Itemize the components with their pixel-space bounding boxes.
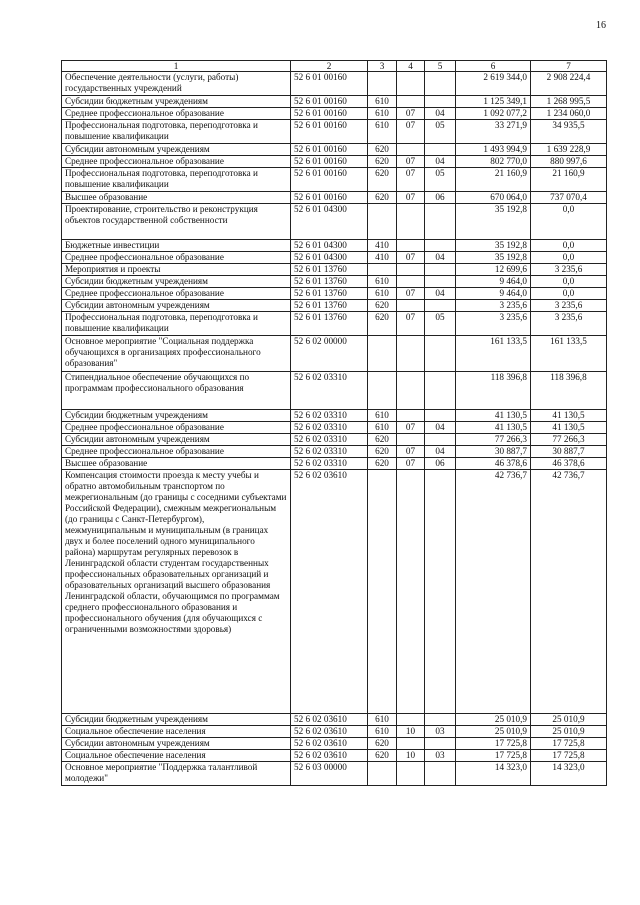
cell-rz: 07	[397, 312, 425, 336]
cell-name: Субсидии бюджетным учреждениям	[62, 276, 291, 288]
table-row	[62, 276, 607, 288]
cell-vr: 610	[368, 288, 397, 300]
cell-value-6: 30 887,7	[456, 446, 531, 458]
cell-pr	[425, 372, 456, 410]
table-row	[62, 458, 607, 470]
page-number: 16	[596, 20, 606, 31]
cell-name: Компенсация стоимости проезда к месту учебы и обратно автомобильным транспортом по межрегиональным (до границы с соседними субъектами Российской Федерации), смежным межрегиональным (до границы с Санкт-Петербургом), межмуниципальным и муниципальным (в границах двух и более поселений одного муниципального района) маршрутам регулярных перевозок в Ленинградской области студентам государственных профессиональных образовательных организаций и образовательных организаций высшего образования Ленинградской области, обучающимся по программам среднего профессионального образования и профессионального обучения (для обучающихся с ограниченными возможностями здоровья)	[62, 470, 291, 714]
table-row	[62, 336, 607, 372]
col-header-3: 3	[368, 61, 397, 72]
cell-vr: 610	[368, 714, 397, 726]
cell-vr	[368, 372, 397, 410]
cell-pr: 03	[425, 726, 456, 738]
cell-name: Среднее профессиональное образование	[62, 108, 291, 120]
cell-code: 52 6 01 00160	[291, 96, 368, 108]
cell-value-7: 1 268 995,5	[531, 96, 607, 108]
table-row	[62, 726, 607, 738]
table-row	[62, 714, 607, 726]
cell-value-6: 25 010,9	[456, 714, 531, 726]
table-row	[62, 312, 607, 336]
cell-code: 52 6 02 03610	[291, 470, 368, 714]
cell-pr: 04	[425, 422, 456, 434]
cell-pr	[425, 434, 456, 446]
cell-code: 52 6 01 00160	[291, 144, 368, 156]
cell-code: 52 6 03 00000	[291, 762, 368, 786]
cell-rz	[397, 738, 425, 750]
table-row	[62, 300, 607, 312]
cell-rz	[397, 72, 425, 96]
cell-vr	[368, 336, 397, 372]
cell-name: Профессиональная подготовка, переподготовка и повышение квалификации	[62, 120, 291, 144]
cell-rz: 10	[397, 726, 425, 738]
cell-value-7: 25 010,9	[531, 714, 607, 726]
cell-rz	[397, 144, 425, 156]
table-row	[62, 288, 607, 300]
cell-code: 52 6 01 04300	[291, 240, 368, 252]
cell-name: Социальное обеспечение населения	[62, 726, 291, 738]
cell-rz	[397, 762, 425, 786]
table-row	[62, 204, 607, 240]
cell-pr	[425, 738, 456, 750]
cell-name: Основное мероприятие "Социальная поддержка обучающихся в организациях профессионального образования"	[62, 336, 291, 372]
cell-rz	[397, 300, 425, 312]
table-row	[62, 738, 607, 750]
cell-value-7: 1 639 228,9	[531, 144, 607, 156]
cell-rz: 07	[397, 192, 425, 204]
cell-value-7: 21 160,9	[531, 168, 607, 192]
cell-pr: 06	[425, 192, 456, 204]
table-row	[62, 192, 607, 204]
col-header-5: 5	[425, 61, 456, 72]
table-row	[62, 446, 607, 458]
table-row	[62, 410, 607, 422]
cell-value-7: 0,0	[531, 252, 607, 264]
cell-vr	[368, 264, 397, 276]
cell-rz	[397, 336, 425, 372]
cell-code: 52 6 02 03310	[291, 434, 368, 446]
cell-value-7: 34 935,5	[531, 120, 607, 144]
cell-value-7: 3 235,6	[531, 312, 607, 336]
cell-code: 52 6 01 13760	[291, 276, 368, 288]
cell-pr: 05	[425, 120, 456, 144]
cell-name: Обеспечение деятельности (услуги, работы) государственных учреждений	[62, 72, 291, 96]
cell-value-6: 46 378,6	[456, 458, 531, 470]
cell-name: Бюджетные инвестиции	[62, 240, 291, 252]
cell-code: 52 6 01 13760	[291, 312, 368, 336]
cell-rz	[397, 204, 425, 240]
cell-vr: 620	[368, 750, 397, 762]
col-header-1: 1	[62, 61, 291, 72]
cell-code: 52 6 02 03310	[291, 446, 368, 458]
cell-rz	[397, 410, 425, 422]
cell-rz	[397, 276, 425, 288]
table-body	[62, 72, 607, 786]
cell-value-6: 35 192,8	[456, 240, 531, 252]
cell-value-7: 3 235,6	[531, 264, 607, 276]
cell-value-6: 17 725,8	[456, 738, 531, 750]
cell-code: 52 6 02 03310	[291, 422, 368, 434]
cell-value-6: 35 192,8	[456, 252, 531, 264]
table-row	[62, 156, 607, 168]
cell-value-7: 0,0	[531, 204, 607, 240]
cell-name: Субсидии бюджетным учреждениям	[62, 410, 291, 422]
cell-vr	[368, 762, 397, 786]
cell-value-6: 1 092 077,2	[456, 108, 531, 120]
cell-value-7: 0,0	[531, 240, 607, 252]
cell-value-7: 41 130,5	[531, 422, 607, 434]
cell-value-6: 1 125 349,1	[456, 96, 531, 108]
cell-vr: 620	[368, 192, 397, 204]
cell-pr	[425, 144, 456, 156]
cell-vr: 410	[368, 240, 397, 252]
cell-value-6: 33 271,9	[456, 120, 531, 144]
cell-value-6: 161 133,5	[456, 336, 531, 372]
cell-vr: 610	[368, 108, 397, 120]
cell-value-6: 9 464,0	[456, 276, 531, 288]
cell-value-6: 12 699,6	[456, 264, 531, 276]
cell-vr: 610	[368, 422, 397, 434]
cell-code: 52 6 02 03610	[291, 726, 368, 738]
cell-code: 52 6 01 13760	[291, 264, 368, 276]
table-row	[62, 240, 607, 252]
cell-code: 52 6 01 04300	[291, 252, 368, 264]
table-row	[62, 434, 607, 446]
cell-code: 52 6 02 03310	[291, 372, 368, 410]
cell-value-7: 0,0	[531, 276, 607, 288]
cell-vr: 620	[368, 446, 397, 458]
cell-pr	[425, 336, 456, 372]
table-row	[62, 762, 607, 786]
cell-value-6: 3 235,6	[456, 300, 531, 312]
cell-vr: 620	[368, 168, 397, 192]
header-row	[62, 61, 607, 72]
cell-value-6: 9 464,0	[456, 288, 531, 300]
cell-rz: 07	[397, 446, 425, 458]
cell-vr: 620	[368, 312, 397, 336]
cell-value-7: 17 725,8	[531, 750, 607, 762]
cell-name: Среднее профессиональное образование	[62, 156, 291, 168]
cell-name: Профессиональная подготовка, переподготовка и повышение квалификации	[62, 168, 291, 192]
table-row	[62, 144, 607, 156]
cell-rz: 07	[397, 108, 425, 120]
cell-rz	[397, 264, 425, 276]
cell-value-6: 77 266,3	[456, 434, 531, 446]
col-header-6: 6	[456, 61, 531, 72]
cell-pr: 04	[425, 288, 456, 300]
cell-code: 52 6 01 13760	[291, 288, 368, 300]
cell-rz	[397, 96, 425, 108]
cell-rz: 07	[397, 120, 425, 144]
table-row	[62, 252, 607, 264]
cell-rz: 07	[397, 422, 425, 434]
cell-pr: 04	[425, 446, 456, 458]
cell-name: Социальное обеспечение населения	[62, 750, 291, 762]
cell-value-6: 14 323,0	[456, 762, 531, 786]
cell-rz	[397, 434, 425, 446]
cell-value-7: 17 725,8	[531, 738, 607, 750]
cell-vr	[368, 204, 397, 240]
cell-code: 52 6 01 00160	[291, 192, 368, 204]
cell-name: Среднее профессиональное образование	[62, 252, 291, 264]
cell-value-6: 25 010,9	[456, 726, 531, 738]
cell-code: 52 6 02 03310	[291, 458, 368, 470]
cell-value-7: 118 396,8	[531, 372, 607, 410]
cell-value-7: 42 736,7	[531, 470, 607, 714]
cell-pr	[425, 264, 456, 276]
cell-value-7: 3 235,6	[531, 300, 607, 312]
cell-pr	[425, 96, 456, 108]
cell-pr: 06	[425, 458, 456, 470]
cell-name: Среднее профессиональное образование	[62, 288, 291, 300]
cell-name: Субсидии автономным учреждениям	[62, 434, 291, 446]
cell-pr	[425, 300, 456, 312]
cell-rz	[397, 240, 425, 252]
cell-name: Субсидии автономным учреждениям	[62, 144, 291, 156]
cell-code: 52 6 02 03310	[291, 410, 368, 422]
cell-code: 52 6 02 00000	[291, 336, 368, 372]
cell-vr	[368, 72, 397, 96]
table-row	[62, 264, 607, 276]
col-header-2: 2	[291, 61, 368, 72]
cell-pr	[425, 470, 456, 714]
cell-rz: 07	[397, 458, 425, 470]
cell-pr	[425, 762, 456, 786]
cell-pr: 04	[425, 252, 456, 264]
table-row	[62, 372, 607, 410]
cell-value-6: 118 396,8	[456, 372, 531, 410]
table-row	[62, 120, 607, 144]
cell-name: Основное мероприятие "Поддержка талантливой молодежи"	[62, 762, 291, 786]
cell-value-6: 1 493 994,9	[456, 144, 531, 156]
cell-value-7: 2 908 224,4	[531, 72, 607, 96]
cell-name: Стипендиальное обеспечение обучающихся по программам профессионального образования	[62, 372, 291, 410]
cell-vr: 610	[368, 276, 397, 288]
cell-code: 52 6 01 13760	[291, 300, 368, 312]
cell-vr	[368, 470, 397, 714]
cell-value-7: 41 130,5	[531, 410, 607, 422]
cell-value-7: 14 323,0	[531, 762, 607, 786]
table-row	[62, 750, 607, 762]
cell-value-7: 25 010,9	[531, 726, 607, 738]
cell-vr: 610	[368, 96, 397, 108]
cell-code: 52 6 02 03610	[291, 750, 368, 762]
table-row	[62, 168, 607, 192]
cell-name: Высшее образование	[62, 192, 291, 204]
cell-value-6: 802 770,0	[456, 156, 531, 168]
cell-rz: 07	[397, 288, 425, 300]
cell-rz	[397, 714, 425, 726]
cell-rz: 10	[397, 750, 425, 762]
cell-code: 52 6 01 00160	[291, 72, 368, 96]
cell-rz: 07	[397, 156, 425, 168]
cell-name: Среднее профессиональное образование	[62, 446, 291, 458]
cell-code: 52 6 02 03610	[291, 738, 368, 750]
col-header-4: 4	[397, 61, 425, 72]
cell-rz	[397, 470, 425, 714]
cell-value-7: 880 997,6	[531, 156, 607, 168]
cell-rz: 07	[397, 252, 425, 264]
cell-value-6: 35 192,8	[456, 204, 531, 240]
cell-value-6: 2 619 344,0	[456, 72, 531, 96]
cell-pr	[425, 276, 456, 288]
cell-pr	[425, 410, 456, 422]
cell-value-6: 21 160,9	[456, 168, 531, 192]
cell-rz: 07	[397, 168, 425, 192]
cell-pr: 04	[425, 108, 456, 120]
cell-value-7: 161 133,5	[531, 336, 607, 372]
cell-name: Высшее образование	[62, 458, 291, 470]
cell-value-7: 1 234 060,0	[531, 108, 607, 120]
cell-value-7: 46 378,6	[531, 458, 607, 470]
table-row	[62, 96, 607, 108]
cell-vr: 610	[368, 410, 397, 422]
cell-pr: 04	[425, 156, 456, 168]
cell-vr: 620	[368, 738, 397, 750]
cell-value-7: 77 266,3	[531, 434, 607, 446]
table-row	[62, 470, 607, 714]
cell-value-6: 41 130,5	[456, 422, 531, 434]
cell-name: Субсидии автономным учреждениям	[62, 300, 291, 312]
cell-pr	[425, 204, 456, 240]
cell-vr: 620	[368, 156, 397, 168]
cell-pr: 05	[425, 312, 456, 336]
cell-value-6: 670 064,0	[456, 192, 531, 204]
cell-vr: 610	[368, 726, 397, 738]
cell-name: Субсидии бюджетным учреждениям	[62, 714, 291, 726]
cell-value-6: 41 130,5	[456, 410, 531, 422]
cell-vr: 620	[368, 300, 397, 312]
cell-name: Проектирование, строительство и реконструкция объектов государственной собственности	[62, 204, 291, 240]
cell-code: 52 6 01 00160	[291, 156, 368, 168]
cell-name: Субсидии бюджетным учреждениям	[62, 96, 291, 108]
cell-pr: 05	[425, 168, 456, 192]
cell-vr: 620	[368, 144, 397, 156]
cell-name: Мероприятия и проекты	[62, 264, 291, 276]
cell-pr	[425, 714, 456, 726]
cell-value-7: 30 887,7	[531, 446, 607, 458]
cell-pr: 03	[425, 750, 456, 762]
cell-name: Среднее профессиональное образование	[62, 422, 291, 434]
cell-code: 52 6 01 00160	[291, 108, 368, 120]
cell-vr: 410	[368, 252, 397, 264]
col-header-7: 7	[531, 61, 607, 72]
cell-pr	[425, 72, 456, 96]
cell-pr	[425, 240, 456, 252]
cell-vr: 620	[368, 458, 397, 470]
cell-code: 52 6 01 00160	[291, 120, 368, 144]
cell-name: Субсидии автономным учреждениям	[62, 738, 291, 750]
cell-code: 52 6 01 00160	[291, 168, 368, 192]
cell-code: 52 6 02 03610	[291, 714, 368, 726]
table-row	[62, 108, 607, 120]
cell-vr: 620	[368, 434, 397, 446]
table-row	[62, 72, 607, 96]
cell-value-6: 3 235,6	[456, 312, 531, 336]
cell-value-6: 17 725,8	[456, 750, 531, 762]
cell-name: Профессиональная подготовка, переподготовка и повышение квалификации	[62, 312, 291, 336]
table-row	[62, 422, 607, 434]
cell-code: 52 6 01 04300	[291, 204, 368, 240]
cell-value-7: 0,0	[531, 288, 607, 300]
cell-vr: 610	[368, 120, 397, 144]
cell-value-6: 42 736,7	[456, 470, 531, 714]
cell-value-7: 737 070,4	[531, 192, 607, 204]
budget-table	[61, 60, 607, 786]
cell-rz	[397, 372, 425, 410]
